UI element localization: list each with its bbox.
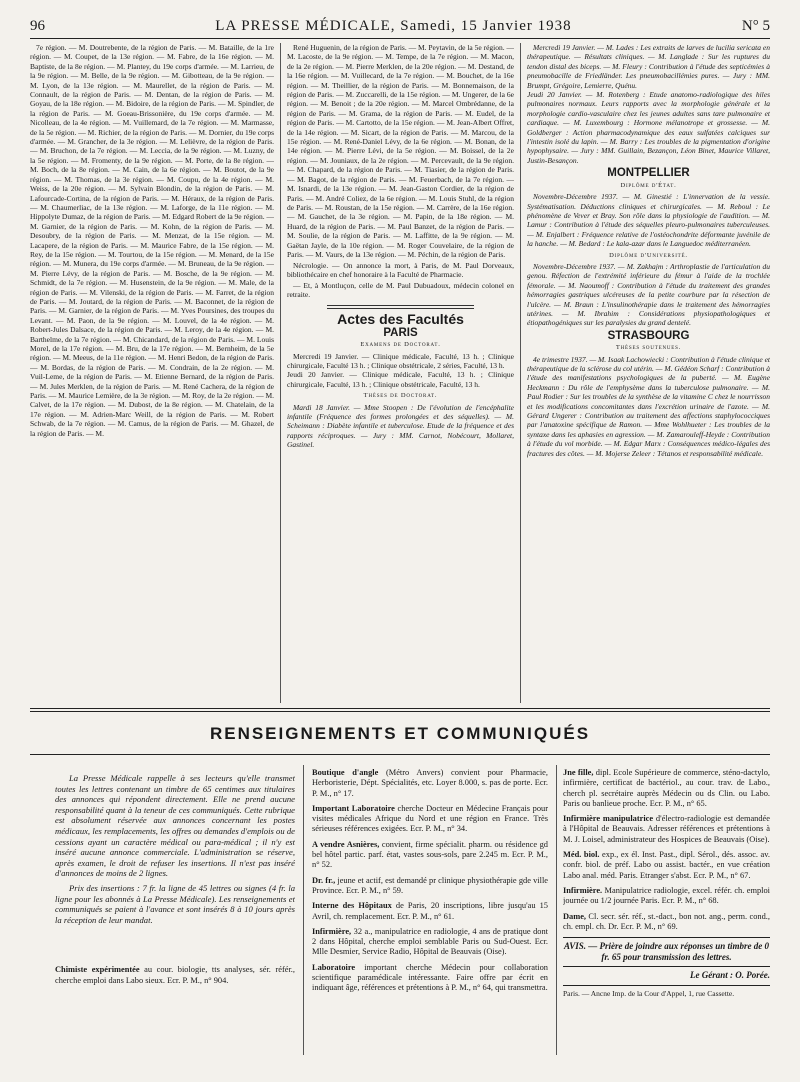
strasbourg-title: STRASBOURG: [607, 329, 690, 342]
ad-body: exp., ex él. Inst. Past., dipl. Sérol., dés. assoc. av. confr. biol. de préf. Labo ou assist. bactér., en vue création Labo anal. méd. Paris. Etranger s'abst. Ecr. P. M., n° 67.: [563, 850, 770, 880]
page-header: [30, 14, 770, 38]
ad-heading: Infirmière,: [312, 926, 352, 936]
column-3: [527, 43, 770, 703]
diplome-univ-label: Diplôme d'Université.: [609, 251, 688, 259]
ad-body: 32 a., manipulatrice en radiologie, 4 ans de pratique dont 2 dans Hôpital, cherche emploi semblable Paris ou Sud-Ouest. Ecr. Mlle Desmier, Service Radio, Hôpital de Beauvais (Oise).: [312, 926, 548, 957]
ad-body: cherche Docteur en Médecine Français pour visites médicales Afrique du Nord et une région en France. Très sérieuses références exigées. Ecr. P. M., n° 34.: [312, 803, 548, 834]
necrologie-2: — Et, à Montluçon, celle de M. Paul Dubuadoux, médecin colonel en retraite.: [287, 280, 514, 299]
classified-ad: [55, 965, 295, 986]
classified-ad: [312, 901, 548, 922]
classified-ad: [563, 768, 770, 809]
printer-line: Paris. — Ancne Imp. de la Cour d'Appel, 1, rue Cassette.: [563, 985, 770, 998]
classified-ad: [563, 850, 770, 881]
ad-body: dipl. Ecole Supérieure de commerce, sténo-dactylo, infirmière, certificat de bactériol., au cour. trav. de Labo., cherch pl. secrétaire auprès Médecin ou ds Clin. ou Labo. Paris ou banlieue proche. Ecr. P. M., n° 65.: [563, 768, 770, 808]
classified-ad: [312, 804, 548, 835]
gerant-signature: Le Gérant : O. Porée.: [690, 970, 770, 981]
ad-body: (Métro Anvers) convient pour Pharmacie, Herboristerie, Dépt. Spécialités, etc. Loyer 8.000, s. pas de porte. Ecr. P. M., n° 17.: [312, 768, 548, 798]
renseignements-banner: RENSEIGNEMENTS ET COMMUNIQUÉS: [209, 724, 591, 743]
facultes-title: Actes des Facultés: [337, 311, 464, 328]
examens-label: Examens de Doctorat.: [360, 341, 441, 349]
ad-heading: A vendre Asnières,: [312, 839, 380, 849]
column-divider: [303, 765, 304, 1055]
theses-soutenues-label: Thèses soutenues.: [615, 344, 682, 352]
issue-number: N° 5: [741, 17, 770, 34]
column-divider: [556, 765, 557, 1055]
journal-title: LA PRESSE MÉDICALE, Samedi, 15 Janvier 1938: [215, 17, 572, 34]
theses-text: Mardi 18 Janvier. — Mme Stoopen : De l'évolution de l'encéphalite infantile (Fréquence des formes prolongées et des séquelles). — M. Scheimann : Diabète infantile et tuberculose. Etude de la fréquence et des rapports réciproques. — Jury : MM. Carnot, Nobécourt, Mollaret, Gastinel.: [287, 402, 514, 450]
classified-ad: [563, 886, 770, 907]
montpellier-title: MONTPELLIER: [607, 167, 690, 180]
ad-heading: Chimiste expérimentée: [55, 965, 140, 975]
section-rule-top: [30, 708, 770, 709]
ad-heading: Important Laboratoire: [312, 803, 395, 813]
avis-text: AVIS. — Prière de joindre aux réponses un timbre de 0 fr. 65 pour transmission des lettres.: [563, 941, 770, 963]
ad-body: Cl. secr. sér. réf., st.-dact., bon not. ang., perm. cond., ch. empl. ch. Dr. Ecr. P. M., n° 69.: [563, 911, 770, 931]
montpellier-etat: Novembre-Décembre 1937. — M. Ginestié : L'innervation de la vessie. Systématisation. Déductions cliniques et chirurgicales. — M. Reboul : Le phénomène de Vever et Bray. Son rôle dans la physiologie de l'audition. — M. Lamur : Contribution à l'étude des séquelles pleuro-pulmonaires tuberculeuses. — M. Enjalbert : Fréquence relative de l'ostéochondrite déformante juvénile de la hanche. — M. Bedard : Le kala-azar dans le Languedoc méditerranéen.: [527, 192, 770, 249]
column-divider: [520, 43, 521, 703]
strasbourg-text: 4e trimestre 1937. — M. Isaak Lachowiecki : Contribution à l'étude clinique et thérapeutique de la sclérose du col utérin. — M. Gédéon Scharf : Contribution à l'étude des manifestations psychologiques de la puberté. — M. Eugène Heckmann : Du rôle de l'emphysème dans la tuberculose pulmonaire. — M. Paul Rodier : Sur les troubles de la synthèse de la vitamine C chez le nourrisson et les modifications concomitantes dans l'excrétion urinaire de l'azote. — M. Gérard Ungerer : Contribution au traitement des affections staphylococciques par l'anatoxine spécifique de Ramon. — Mme Wohlhueter : Les troubles de la syntaxe dans les aphasies en agression. — M. Zamarouleff-Heyde : Contribution à l'étude du vol morbide. — M. Edgar Marx : Conséquences médico-légales des fractures des côtes. — M. Mojerse Zeleer : Tétanos et responsabilité médicale.: [527, 354, 770, 458]
ad-heading: Boutique d'angle: [312, 768, 379, 777]
classified-ad: [312, 876, 548, 897]
classified-ad: [312, 768, 548, 799]
necrologie: Nécrologie. — On annonce la mort, à Paris, de M. Paul Dorveaux, bibliothécaire en chef honoraire à la Faculté de Pharmacie.: [287, 260, 514, 279]
classified-ad: [563, 814, 770, 845]
ad-body: convient, firme spécialit. pharm. ou résidence gd bel hôtel partic. parf. état, vastes sous-sols, pare 2.245 m. Ecr. P. M., n° 52.: [312, 839, 548, 870]
ad-heading: Infirmière manipulatrice: [563, 814, 654, 824]
banner-rule: [30, 754, 770, 755]
column-divider: [280, 43, 281, 703]
ad-heading: Interne des Hôpitaux: [312, 901, 392, 911]
column-2: [287, 43, 514, 703]
ad-heading: Laboratoire: [312, 962, 356, 972]
section-rule-top-2: [30, 711, 770, 712]
ad-heading: Dame,: [563, 911, 587, 921]
column-1: [30, 43, 274, 703]
classified-col-1: [55, 773, 295, 1073]
classified-ad: [312, 840, 548, 871]
classified-ad: [312, 963, 548, 994]
ad-heading: Dr. fr.,: [312, 875, 336, 885]
notice-para-1: La Presse Médicale rappelle à ses lecteurs qu'elle transmet toutes les lettres contenant un timbre de 65 centimes aux titulaires des annonces qui répondent directement. Elle ne prend aucune responsabilité quant à la teneur de ces communiqués. Cette rubrique est absolument réservée aux annonces concernant les postes médicaux, les remplacements, les offres ou demandes d'emplois ou de cessions ayant un caractère médical ou para-médical ; il n'y est inséré aucune annonce commerciale. L'administration se réserve, après examen, le droit de refuser les insertions. Il n'est pas inséré d'annonces de moins de 2 lignes.: [55, 773, 295, 879]
ad-heading: Infirmière.: [563, 885, 603, 895]
montpellier-univ: Novembre-Décembre 1937. — M. Zakhajm : Arthroplastie de l'articulation du genou. Réfection de l'extrémité inférieure du fémur à l'aide de la trochlée fémorale. — M. Naoumoff : Contribution à l'étude du traitement des grandes hémorragies gastriques ulcéreuses de la petite courbure par la résection de l'ulcère. — M. Braun : L'insulinothérapie dans le traitement des hémorragies utérines. — M. Ibrahim : Considérations physiopathologiques et étiopathogéniques sur les paralysies du grand dentelé.: [527, 261, 770, 328]
header-rule: [30, 38, 770, 39]
paris-title: PARIS: [383, 326, 418, 339]
notice-para-2: Prix des insertions : 7 fr. la ligne de 45 lettres ou signes (4 fr. la ligne pour les abonnés à La Presse Médicale). Les renseignements et communiqués se paient à l'avance et sont insérés 8 à 10 jours après la réception de leur mandat.: [55, 882, 295, 925]
classified-ad: [312, 927, 548, 958]
avis-box: [563, 937, 770, 967]
ad-body: au cour. biologie, tts analyses, sér. référ., cherche emploi dans Labo sieux. Ecr. P. M., n° 904.: [55, 965, 295, 985]
promotion-list-cont: René Huguenin, de la région de Paris. — M. Peytavin, de la 5e région. — M. Lacoste, de la 9e région. — M. Tempe, de la 7e région. — M. Macon, de la 2e région. — M. Pierre Merklen, de la 20e région. — M. Destand, de la 16e région. — M. Vuillecard, de la 7e région. — M. Bouchet, de la 16e région. — M. Theillier, de la région de Paris. — M. Bonnemaison, de la région de Paris. — M. Zuccarelli, de la 15e région. — M. Ungerer, de la 6e région. — M. Benoit ; de la 20e région. — M. Marcel Ombrédanne, de la région de Paris. — M. Grama, de la région de Paris. — M. Eudel, de la région de Paris. — M. Cartotto, de la 15e région. — M. Jean-Albert Offret, de la 14e région. — M. Sicart, de la région de Paris. — M. Marcou, de la 15e région. — M. René-Daniel Lévy, de la 6e région. — M. Bonan, de la 14e région. — M. Pierre Lévi, de la 5e région. — M. Boissel, de la 2e région. — M. Jouniaux, de la 2e région. — M. Percevault, de la 9e région. — M. Chapard, de la région de Paris. — M. Tiasier, de la région de Paris. — M. Bagot, de la région de Paris. — M. Feuerbach, de la 7e région. — M. Isnardi, de la 13e région. — M. Jean-Gaston Cordier, de la région de Paris. — M. André Coliez, de la 6e région. — M. Louis Stuhl, de la région de Paris. — M. Roustan, de la 15e région. — M. Carrère, de la 16e région. — M. Gauchet, de la 3e région. — M. Papin, de la 18e région. — M. Huard, de la région de Paris. — M. Paul Banzet, de la région de Paris. — M. Soulie, de la région de Paris. — M. Laffitte, de la 9e région. — M. Gaëtan Jayle, de la 10e région. — M. Roger Couvelaire, de la région de Paris. — M. Vaurs, de la 13e région. — M. Péchin, de la région de Paris.: [287, 43, 514, 259]
promotion-list: 7e région. — M. Doutrebente, de la région de Paris. — M. Bataille, de la 1re région. — M. Coupet, de la 13e région. — M. Fabre, de la 16e région. — M. Baptiste, de la 8e région. — M. Plantey, du 19e corps d'armée. — M. Larrieu, de la 9e région. — M. Belle, de la 9e région. — M. Gibotteau, de la 9e région. — M. Lyon, de la 13e région. — M. Maurellet, de la région de Paris. — M. Connault, de la région de Paris. — M. Dentan, de la région de Paris. — M. Goyau, de la 18e région. — M. Bidoire, de la région de Paris. — M. Spindler, de la région de Paris. — M. Goeau-Brissonière, du 19e corps d'armée. — M. Nicolleau, de la 4e région. — M. Vuillemard, de la 7e région. — M. Marmasse, de la 5e région. — M. Richier, de la région de Paris. — M. Dornier, du 19e corps d'armée. — M. Grancher, de la 3e région. — M. Lelièvre, de la région de Paris. — M. Bruchon, de la 7e région. — M. Leccia, de la 9e région. — M. Luzny, de la 5e région. — M. Fromenty, de la 9e région. — M. Porte, de la 8e région. — M. Boch, de la 8e région. — M. Cain, de la 6e région. — M. Boutot, de la 9e région. — M. Thomas, de la 3e région. — M. Coupu, de la 4e région. — M. Weiss, de la 20e région. — M. Sylvain Blondin, de la région de Paris. — M. Lafourcade-Cortina, de la région de Paris. — M. Héraux, de la région de Paris. — M. Chaumerliac, de la 13e région. — M. Laforge, de la 11e région. — M. Hippolyte Dumaz, de la région de Paris. — M. Edgard Robert de la 9e région. — M. Garnier, de la région de Paris. — M. Kohn, de la région de Paris. — M. Desoubry, de la région de Paris. — M. Menzat, de la 15e région. — M. Lacapere, de la région de Paris. — M. Maurice Fabre, de la 15e région. — M. Rey, de la 15e région. — M. Tourtou, de la 15e région. — M. Menard, de la 15e région. — M. Munera, du 19e corps d'armée. — M. Bruneau, de la 9e région. — M. Pierre Lévy, de la région de Paris. — M. Bosche, de la 9e région. — M. Schmidt, de la 7e région. — M. Husenstein, de la 9e région. — M. Male, de la région de Paris. — M. Vilenski, de la région de Paris. — M. Farret, de la région de Paris. — M. Joutard, de la région de Paris. — M. Baconnet, de la région de Paris. — M. Garnier, de la région de Paris. — M. Yves Poursines, des troupes du Levant. — M. Paon, de la 9e région. — M. Louvel, de la 4e région. — M. Robert-Jules Dalsace, de la région de Paris. — M. Leroy, de la 4e région. — M. Barthelme, de la 7e région. — M. Chicandard, de la région de Paris. — M. Louis Morel, de la 17e région. — M. Bru, de la 17e région. — M. Bernheim, de la 5e région. — M. Meeus, de la 11e région. — M. Henri Bedon, de la région de Paris. — M. Bordas, de la région de Paris. — M. Condrain, de la 2e région. — M. Vuil-Leme, de la région de Paris. — M. Etienne Bernard, de la région de Paris. — M. Jules Merklen, de la région de Paris. — M. René Cachera, de la région de Paris. — M. Maurice Lemière, de la 3e région. — M. Roy, de la 2e région. — M. Calvet, de la 17e région. — M. Dubost, de la 8e région. — M. Chatelain, de la 17e région. — M. Adrien-Marc Weill, de la région de Paris. — M. Robert Schwab, de la 7e région. — M. Camus, de la région de Paris. — M. Ghazel, de la région de Paris. — M.: [30, 43, 274, 438]
examens-text: Mercredi 19 Janvier. — Clinique médicale, Faculté, 13 h. ; Clinique chirurgicale, Faculté 13 h. ; Clinique obstétricale, 2 séries, Faculté, 13 h. Jeudi 20 Janvier. — Clinique médicale, Faculté, 13 h. ; Clinique chirurgicale, Faculté, 13 h. ; Clinique obstétricale, Faculté, 13 h.: [287, 351, 514, 389]
ad-body: important cherche Médecin pour collaboration scientifique paramédicale intéressante. Faire offre par écrit en indiquant âge, références et prétentions à P. M., n° 64, qui transmettra.: [312, 962, 548, 993]
section-rule: [327, 305, 474, 309]
ad-body: de Paris, 20 inscriptions, libre jusqu'au 15 Avril, ch. remplacement. Ecr. P. M., n° 61.: [312, 901, 548, 921]
classified-ad: [563, 912, 770, 933]
ad-body: d'électro-radiologie est demandée à l'Hôpital de Beauvais. Adresser références et prétentions à M. J. Loisel, administrateur des Hospices de Beauvais (Oise).: [563, 814, 770, 844]
ad-heading: Jne fille,: [563, 768, 594, 777]
ad-heading: Méd. biol.: [563, 850, 600, 860]
classified-col-2: [312, 768, 548, 1068]
ad-body: jeune et actif, est demandé pr clinique physiothérapie gde ville Province. Ecr. P. M., n° 59.: [312, 875, 548, 895]
theses-label: Thèses de Doctorat.: [363, 392, 438, 400]
diplome-etat-label: Diplôme d'État.: [620, 181, 677, 189]
page-number: 96: [30, 17, 45, 34]
ad-body: Manipulatrice radiologie, excel. référ. ch. emploi journée ou 1/2 journée Paris. Ecr. P. M., n° 68.: [563, 885, 770, 906]
notice: [55, 773, 295, 925]
paris-theses-cont: Mercredi 19 Janvier. — M. Lades : Les extraits de larves de lucilia sericata en thérapeutique. — Résultats cliniques. — M. Langlade : Sur les ruptures du tendon distal des biceps. — M. Fleury : Contribution à l'étude des septicémies à pneumobacille de Friedländer. Les pneumobacillémies pures. — Jury : MM. Brumpt, Grégoire, Lemierre, Quénu. Jeudi 20 Janvier. — M. Rotenberg : Etude anatomo-radiologique des hiles pulmonaires normaux. Leurs rapports avec la morphologie générale et la morphologie cardio-vasculaire chez les jeunes adultes sans tare pulmonaire et cardiaque. — M. Luxembourg : Hormone mélanotrope et grossesse. — M. Goldberger : Action pharmacodynamique des eaux sulfatées calciques sur l'intestin isolé du lapin. — M. Barry : Les troubles de la pigmentation d'origine hypophysaire. — Jury : MM. Guillain, Bezançon, Léon Binet, Maurice Villaret, Justin-Besançon.: [527, 43, 770, 165]
classified-col-3: [563, 768, 770, 1073]
